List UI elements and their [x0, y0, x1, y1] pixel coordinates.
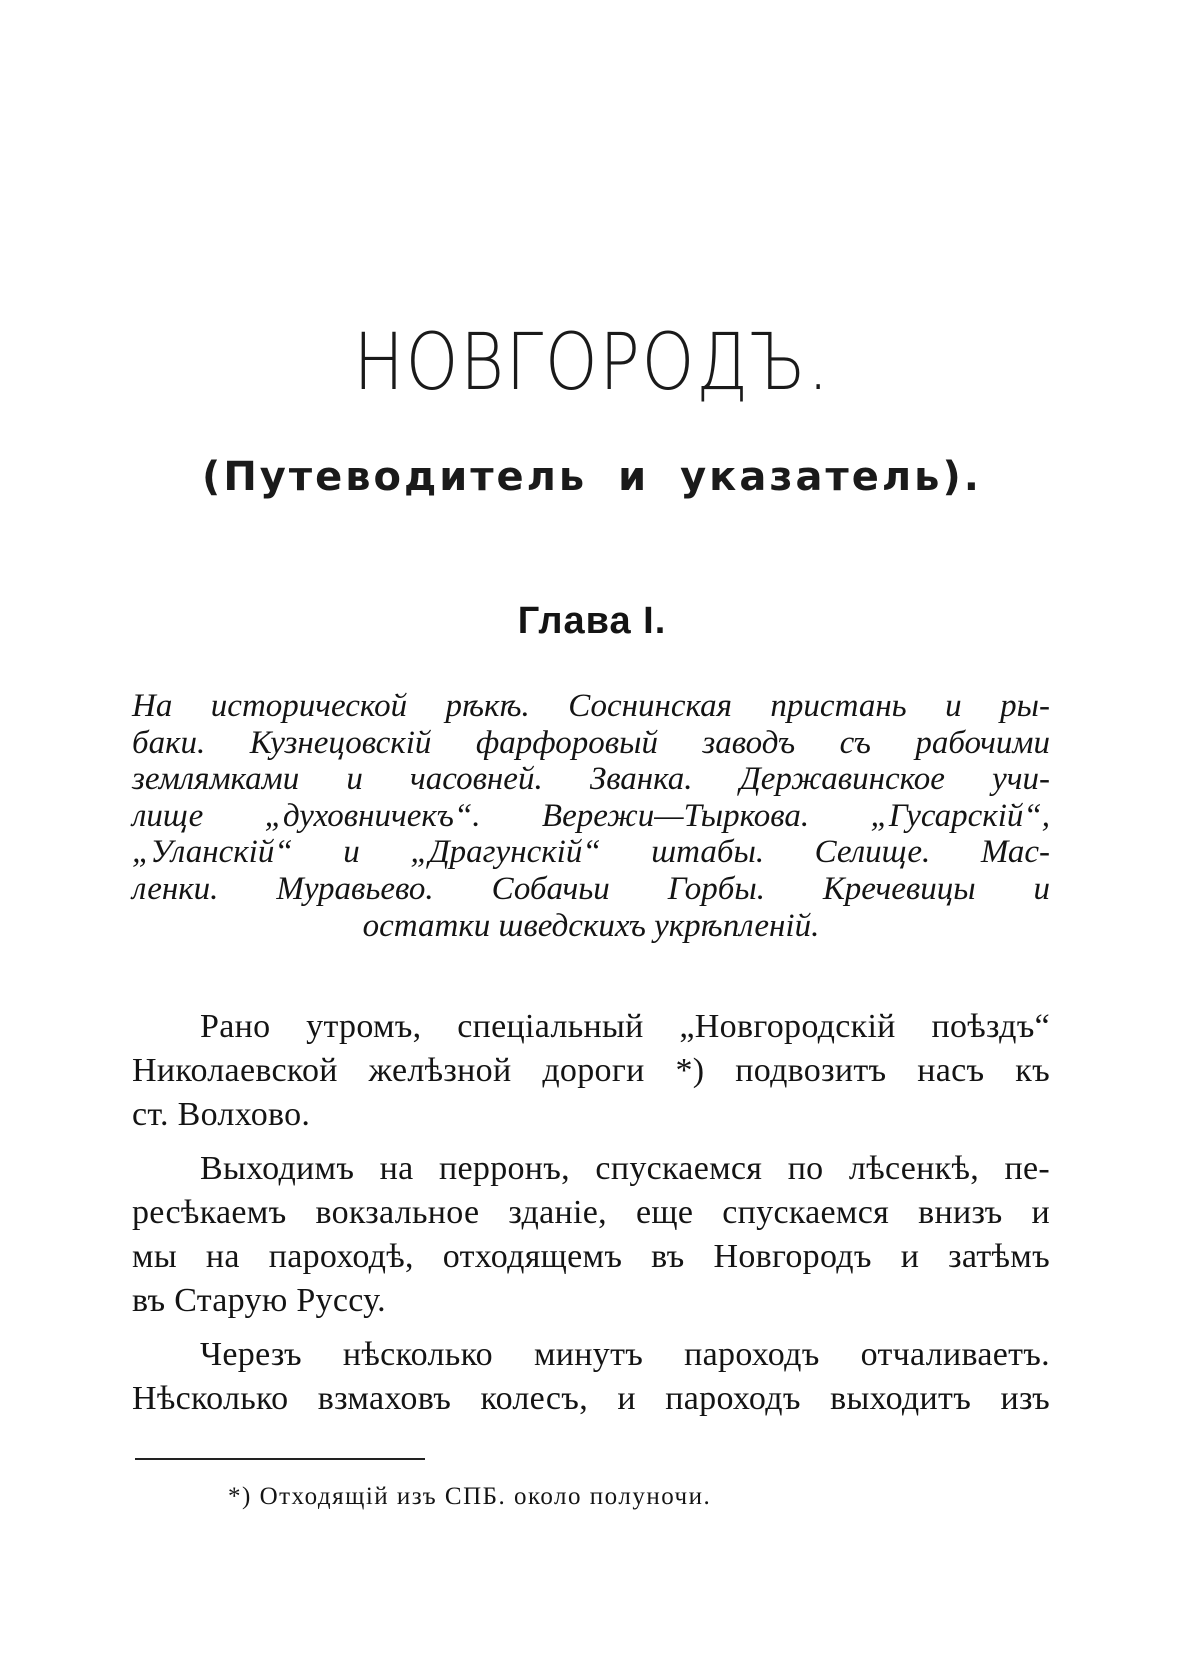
text-line: ст. Волхово.	[132, 1096, 311, 1133]
page-subtitle: (Путеводитель и указатель).	[202, 454, 982, 500]
page-title: НОВГОРОДЪ.	[353, 318, 831, 408]
text-line: Черезъ нѣсколько минутъ пароходъ отчаливаетъ.	[200, 1336, 1050, 1373]
summary-line: лище „духовничекъ“. Вережи—Тыркова. „Гусарскій“,	[132, 797, 1050, 834]
chapter-summary	[132, 688, 1050, 944]
chapter-heading: Глава I.	[517, 600, 667, 642]
summary-line: баки. Кузнецовскій фарфоровый заводъ съ рабочими	[132, 724, 1050, 761]
text-line: въ Старую Руссу.	[132, 1282, 386, 1319]
text-line: ресѣкаемъ вокзальное зданіе, еще спускаемся внизъ и	[132, 1194, 1050, 1231]
text-line: Рано утромъ, спеціальный „Новгородскій поѣздъ“	[200, 1008, 1050, 1045]
text-line: Николаевской желѣзной дороги *) подвозитъ насъ къ	[132, 1052, 1050, 1089]
paragraph	[132, 1147, 1050, 1323]
text-line: мы на пароходѣ, отходящемъ въ Новгородъ и затѣмъ	[132, 1238, 1050, 1275]
paragraph	[132, 1333, 1050, 1421]
summary-line: ленки. Муравьево. Собачьи Горбы. Кречевицы и	[132, 870, 1050, 907]
paragraph	[132, 1005, 1050, 1137]
footnote: *) Отходящій изъ СПБ. около полуночи.	[228, 1483, 712, 1510]
footnote-divider	[135, 1458, 425, 1460]
summary-line: На исторической рѣкѣ. Соснинская пристань и ры-	[132, 688, 1050, 724]
summary-line: остатки шведскихъ укрѣпленій.	[362, 907, 820, 944]
text-line: Выходимъ на перронъ, спускаемся по лѣсенкѣ, пе-	[200, 1150, 1050, 1187]
text-line: Нѣсколько взмаховъ колесъ, и пароходъ выходитъ изъ	[132, 1380, 1050, 1417]
body-text	[132, 1005, 1050, 1431]
summary-line: землямками и часовней. Званка. Державинское учи-	[132, 761, 1050, 798]
summary-line: „Уланскій“ и „Драгунскій“ штабы. Селище. Мас-	[132, 834, 1050, 871]
